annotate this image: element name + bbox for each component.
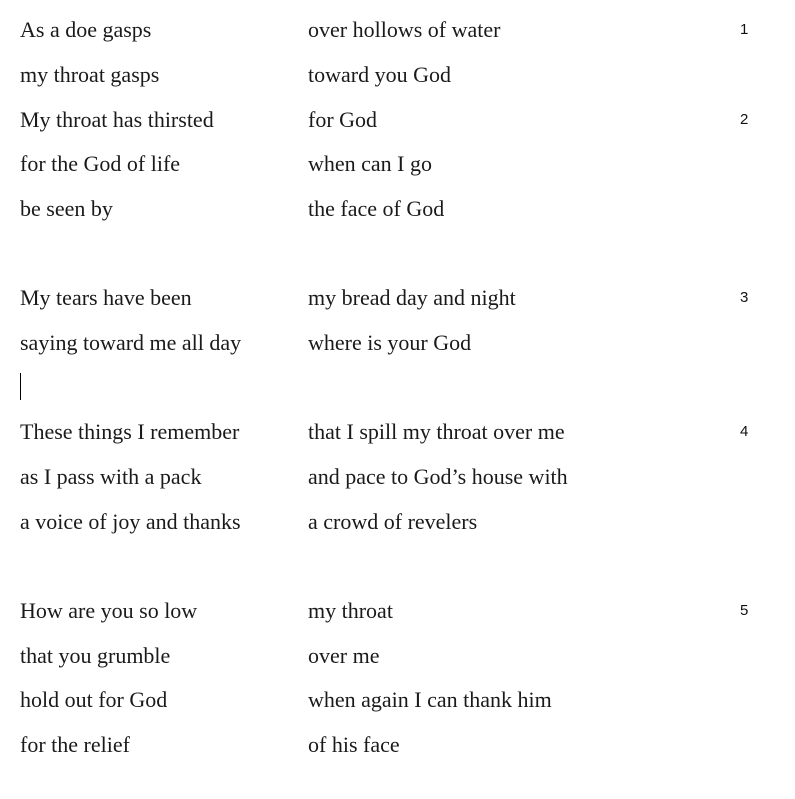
line-second-half: my throat xyxy=(308,598,393,623)
line-first-half: saying toward me all day xyxy=(20,330,242,355)
line-second-half: when can I go xyxy=(308,151,433,176)
line-first-half: hold out for God xyxy=(20,687,168,712)
line-first-half: for the relief xyxy=(20,732,130,757)
verse-line xyxy=(0,276,795,320)
line-first-half: for the God of life xyxy=(20,151,181,176)
verse-number: 5 xyxy=(740,602,749,619)
verse-line xyxy=(0,634,795,678)
line-second-half: my bread day and night xyxy=(308,285,516,310)
line-first-half: These things I remember xyxy=(20,419,240,444)
text-cursor xyxy=(20,373,21,400)
verse-line xyxy=(0,187,795,231)
verse-line xyxy=(0,678,795,722)
verse-number: 4 xyxy=(740,423,749,440)
line-second-half: when again I can thank him xyxy=(308,687,552,712)
verse-line xyxy=(0,455,795,499)
verse-line xyxy=(0,321,795,365)
line-second-half: of his face xyxy=(308,732,400,757)
line-second-half: that I spill my throat over me xyxy=(308,419,565,444)
line-first-half: My tears have been xyxy=(20,285,192,310)
line-first-half: my throat gasps xyxy=(20,62,160,87)
line-first-half: be seen by xyxy=(20,196,113,221)
line-first-half: that you grumble xyxy=(20,643,171,668)
line-second-half: and pace to God’s house with xyxy=(308,464,568,489)
verse-line xyxy=(0,410,795,454)
verse-line xyxy=(0,53,795,97)
verse-number: 1 xyxy=(740,21,749,38)
verse-line xyxy=(0,8,795,52)
line-second-half: toward you God xyxy=(308,62,451,87)
verse-line xyxy=(0,723,795,767)
verse-number: 2 xyxy=(740,111,749,128)
line-first-half: My throat has thirsted xyxy=(20,107,214,132)
line-second-half: a crowd of revelers xyxy=(308,509,478,534)
verse-line xyxy=(0,500,795,544)
verse-line xyxy=(0,142,795,186)
verse-line xyxy=(0,98,795,142)
line-first-half: a voice of joy and thanks xyxy=(20,509,241,534)
line-first-half: as I pass with a pack xyxy=(20,464,202,489)
verse-line xyxy=(0,589,795,633)
line-first-half: As a doe gasps xyxy=(20,17,152,42)
line-second-half: where is your God xyxy=(308,330,472,355)
line-second-half: for God xyxy=(308,107,378,132)
line-first-half: How are you so low xyxy=(20,598,198,623)
verse-number: 3 xyxy=(740,289,749,306)
line-second-half: over hollows of water xyxy=(308,17,501,42)
line-second-half: the face of God xyxy=(308,196,445,221)
line-second-half: over me xyxy=(308,643,380,668)
